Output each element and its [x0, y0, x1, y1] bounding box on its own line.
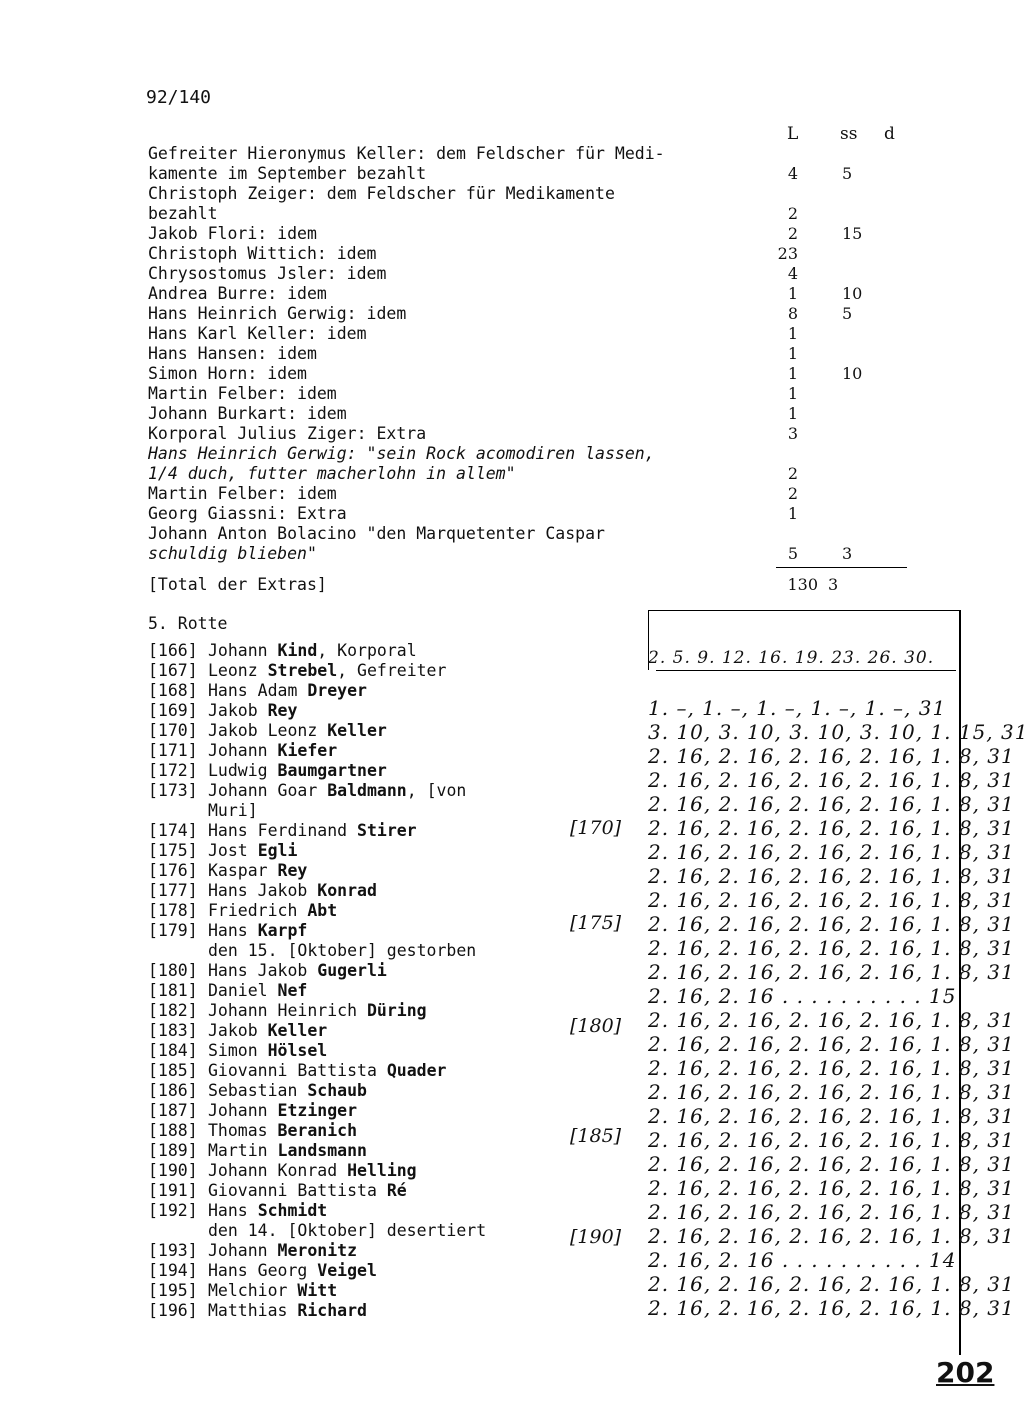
roster-id: [184]	[148, 1041, 198, 1060]
roster-first-name: Daniel	[208, 981, 268, 1000]
roster-surname: Dreyer	[307, 681, 367, 700]
roster-first-name: Hans Jakob	[208, 881, 308, 900]
roster-note: , [von	[406, 781, 467, 800]
roster-first-name: Jakob	[208, 1021, 258, 1040]
roster-first-name: Hans Ferdinand	[208, 821, 348, 840]
margin-note: [180]	[570, 1015, 622, 1037]
roster-entry	[148, 1121, 357, 1141]
page-stamp-number: 202	[936, 1356, 995, 1389]
roster-id: [192]	[148, 1201, 198, 1220]
handwritten-row: 2. 16, 2. 16, 2. 16, 2. 16, 1. 8, 31	[648, 768, 1015, 792]
roster-first-name: Hans Adam	[208, 681, 298, 700]
roster-surname: Beranich	[277, 1121, 358, 1140]
ledger-entry-text: Simon Horn: idem	[148, 364, 307, 383]
handwritten-row: 2. 16, 2. 16, 2. 16, 2. 16, 1. 8, 31	[648, 1008, 1015, 1032]
ledger-amount-l: 2	[787, 204, 798, 223]
roster-first-name: Giovanni Battista	[208, 1061, 377, 1080]
roster-first-name: Hans	[208, 921, 248, 940]
roster-surname: Ré	[386, 1181, 407, 1200]
roster-id: [182]	[148, 1001, 198, 1020]
ledger-entry-text: Hans Hansen: idem	[148, 344, 317, 363]
ledger-amount-l: 2	[787, 464, 798, 483]
ledger-amount-l: 1	[787, 384, 798, 403]
roster-entry	[148, 741, 337, 761]
ledger-amount-l: 4	[787, 164, 798, 183]
roster-id: [186]	[148, 1081, 198, 1100]
ledger-entry-text: Christoph Wittich: idem	[148, 244, 377, 263]
roster-entry	[148, 841, 297, 861]
roster-id: [188]	[148, 1121, 198, 1140]
margin-note: [175]	[570, 912, 622, 934]
ledger-amount-l: 5	[787, 544, 798, 563]
roster-first-name: Hans Jakob	[208, 961, 308, 980]
roster-entry	[148, 1001, 427, 1021]
ledger-entry-text: Martin Felber: idem	[148, 384, 337, 403]
roster-entry	[148, 1181, 407, 1201]
ledger-entry-text: kamente im September bezahlt	[148, 164, 427, 183]
roster-first-name: Johann	[208, 641, 268, 660]
roster-id: [181]	[148, 981, 198, 1000]
ledger-amount-l: 2	[787, 224, 798, 243]
roster-surname: Meronitz	[277, 1241, 358, 1260]
roster-entry	[148, 1061, 446, 1081]
handwritten-row: 2. 16, 2. 16, 2. 16, 2. 16, 1. 8, 31	[648, 1080, 1015, 1104]
roster-entry	[148, 1141, 367, 1161]
roster-surname: Schaub	[307, 1081, 367, 1100]
roster-first-name: Johann Goar	[208, 781, 318, 800]
roster-first-name: Hans Georg	[208, 1261, 308, 1280]
roster-entry	[148, 801, 258, 821]
roster-id: [183]	[148, 1021, 198, 1040]
roster-id: [167]	[148, 661, 198, 680]
roster-surname: Abt	[307, 901, 338, 920]
roster-entry	[148, 981, 307, 1001]
handwritten-row: 1. –, 1. –, 1. –, 1. –, 1. –, 31	[648, 696, 947, 720]
ledger-amount-l: 23	[777, 244, 798, 263]
ledger-entry-text: Chrysostomus Jsler: idem	[148, 264, 387, 283]
roster-surname: Hölsel	[267, 1041, 328, 1060]
roster-entry	[148, 921, 307, 941]
handwritten-row: 2. 16, 2. 16, 2. 16, 2. 16, 1. 8, 31	[648, 1104, 1015, 1128]
handwritten-ledger-image	[648, 610, 1028, 1355]
handwritten-row: 2. 16, 2. 16, 2. 16, 2. 16, 1. 8, 31	[648, 1272, 1015, 1296]
roster-surname: Quader	[386, 1061, 447, 1080]
roster-id: [196]	[148, 1301, 198, 1320]
ledger-amount-l: 3	[787, 424, 798, 443]
roster-id: [195]	[148, 1281, 198, 1300]
roster-id: [185]	[148, 1061, 198, 1080]
roster-first-name: Kaspar	[208, 861, 268, 880]
roster-entry	[148, 1281, 337, 1301]
roster-first-name: Ludwig	[208, 761, 268, 780]
roster-note: , Gefreiter	[337, 661, 447, 680]
roster-surname: Rey	[267, 701, 298, 720]
roster-id: [166]	[148, 641, 198, 660]
handwritten-row: 2. 16, 2. 16, 2. 16, 2. 16, 1. 8, 31	[648, 936, 1015, 960]
roster-first-name: Melchior	[208, 1281, 288, 1300]
roster-id: [190]	[148, 1161, 198, 1180]
total-l: 130	[787, 575, 818, 594]
handwritten-row: 2. 16, 2. 16 . . . . . . . . . . 15	[648, 984, 957, 1008]
handwritten-row: 2. 16, 2. 16, 2. 16, 2. 16, 1. 8, 31	[648, 912, 1015, 936]
total-rule	[776, 567, 907, 568]
ledger-amount-ss: 5	[842, 304, 853, 323]
handwritten-row: 2. 16, 2. 16, 2. 16, 2. 16, 1. 8, 31	[648, 840, 1015, 864]
roster-first-name: Matthias	[208, 1301, 288, 1320]
roster-first-name: Johann	[208, 741, 268, 760]
roster-id: [176]	[148, 861, 198, 880]
ledger-entry-text: Hans Heinrich Gerwig: idem	[148, 304, 407, 323]
roster-surname: Kiefer	[277, 741, 338, 760]
ledger-entry-text: Johann Burkart: idem	[148, 404, 347, 423]
roster-surname: Etzinger	[277, 1101, 358, 1120]
handwritten-row: 2. 16, 2. 16, 2. 16, 2. 16, 1. 8, 31	[648, 816, 1015, 840]
column-header-ss: ss	[840, 124, 858, 144]
roster-first-name: Jost	[208, 841, 248, 860]
handwritten-row: 2. 16, 2. 16, 2. 16, 2. 16, 1. 8, 31	[648, 1032, 1015, 1056]
roster-surname: Witt	[297, 1281, 338, 1300]
roster-entry	[148, 941, 476, 961]
roster-id: [174]	[148, 821, 198, 840]
roster-surname: Veigel	[317, 1261, 377, 1280]
ledger-entry-text: Johann Anton Bolacino "den Marquetenter Caspar	[148, 524, 605, 543]
roster-id: [171]	[148, 741, 198, 760]
margin-note: [170]	[570, 817, 622, 839]
roster-first-name: Johann	[208, 1241, 268, 1260]
roster-entry	[148, 1201, 327, 1221]
roster-first-name: Friedrich	[208, 901, 298, 920]
roster-entry	[148, 781, 466, 801]
roster-surname: Düring	[366, 1001, 427, 1020]
ledger-entry-text: Korporal Julius Ziger: Extra	[148, 424, 427, 443]
roster-first-name: Martin	[208, 1141, 268, 1160]
roster-entry	[148, 661, 446, 681]
roster-surname: Stirer	[357, 821, 417, 840]
handwritten-row: 2. 16, 2. 16, 2. 16, 2. 16, 1. 8, 31	[648, 1152, 1015, 1176]
handwritten-row: 2. 16, 2. 16, 2. 16, 2. 16, 1. 8, 31	[648, 960, 1015, 984]
roster-id: [191]	[148, 1181, 198, 1200]
ledger-entry-text: 1/4 duch, futter macherlohn in allem"	[148, 464, 516, 483]
ledger-amount-ss: 15	[842, 224, 863, 243]
roster-first-name: Thomas	[208, 1121, 268, 1140]
handwritten-row: 2. 16, 2. 16, 2. 16, 2. 16, 1. 8, 31	[648, 1176, 1015, 1200]
roster-entry	[148, 641, 417, 661]
ledger-entry-text: Hans Karl Keller: idem	[148, 324, 367, 343]
roster-entry	[148, 881, 377, 901]
handwritten-row: 2. 16, 2. 16, 2. 16, 2. 16, 1. 8, 31	[648, 792, 1015, 816]
total-label: [Total der Extras]	[148, 575, 327, 594]
total-ss: 3	[828, 575, 839, 594]
roster-surname: Konrad	[317, 881, 377, 900]
ledger-amount-l: 8	[787, 304, 798, 323]
roster-note: , Korporal	[317, 641, 417, 660]
roster-entry	[148, 961, 387, 981]
handwritten-row: 2. 16, 2. 16 . . . . . . . . . . 14	[648, 1248, 957, 1272]
roster-entry	[148, 701, 297, 721]
roster-id: [177]	[148, 881, 198, 900]
roster-entry	[148, 1021, 327, 1041]
handwritten-header-row: 2. 5. 9. 12. 16. 19. 23. 26. 30.	[648, 648, 935, 668]
roster-first-name: Jakob Leonz	[208, 721, 318, 740]
roster-id: [178]	[148, 901, 198, 920]
ledger-amount-l: 1	[787, 284, 798, 303]
margin-note: [185]	[570, 1125, 622, 1147]
ledger-amount-l: 1	[787, 344, 798, 363]
roster-surname: Strebel	[267, 661, 338, 680]
roster-id: [169]	[148, 701, 198, 720]
rotte-title: 5. Rotte	[148, 614, 228, 633]
roster-first-name: Johann	[208, 1101, 268, 1120]
roster-entry	[148, 1241, 357, 1261]
ledger-amount-l: 4	[787, 264, 798, 283]
roster-id: [179]	[148, 921, 198, 940]
roster-surname: Schmidt	[257, 1201, 328, 1220]
roster-first-name: Giovanni Battista	[208, 1181, 377, 1200]
ledger-amount-ss: 5	[842, 164, 853, 183]
roster-entry	[148, 861, 307, 881]
roster-entry	[148, 721, 387, 741]
roster-first-name: Leonz	[208, 661, 258, 680]
roster-surname: Karpf	[257, 921, 308, 940]
roster-surname: Nef	[277, 981, 308, 1000]
roster-entry	[148, 821, 417, 841]
roster-first-name: den 14. [Oktober] desertiert	[208, 1221, 487, 1240]
ledger-amount-l: 1	[787, 404, 798, 423]
roster-entry	[148, 901, 337, 921]
ledger-amount-l: 1	[787, 364, 798, 383]
ledger-amount-ss: 10	[842, 364, 863, 383]
roster-surname: Helling	[347, 1161, 417, 1180]
ledger-amount-l: 1	[787, 324, 798, 343]
roster-id: [193]	[148, 1241, 198, 1260]
ledger-amount-ss: 10	[842, 284, 863, 303]
roster-id: [168]	[148, 681, 198, 700]
roster-entry	[148, 1101, 357, 1121]
roster-entry	[148, 1161, 417, 1181]
ledger-amount-l: 2	[787, 484, 798, 503]
roster-first-name: Johann Konrad	[208, 1161, 338, 1180]
ledger-entry-text: Hans Heinrich Gerwig: "sein Rock acomodiren lassen,	[148, 444, 655, 463]
roster-id: [170]	[148, 721, 198, 740]
margin-note: [190]	[570, 1226, 622, 1248]
ledger-entry-text: Georg Giassni: Extra	[148, 504, 347, 523]
roster-surname: Gugerli	[317, 961, 387, 980]
handwritten-row: 2. 16, 2. 16, 2. 16, 2. 16, 1. 8, 31	[648, 1128, 1015, 1152]
ledger-entry-text: Jakob Flori: idem	[148, 224, 317, 243]
page-number: 92/140	[146, 87, 212, 108]
handwritten-row: 2. 16, 2. 16, 2. 16, 2. 16, 1. 8, 31	[648, 864, 1015, 888]
handwritten-row: 3. 10, 3. 10, 3. 10, 3. 10, 1. 15, 31	[648, 720, 1028, 744]
roster-surname: Richard	[297, 1301, 367, 1320]
roster-id: [194]	[148, 1261, 198, 1280]
roster-first-name: Johann Heinrich	[208, 1001, 358, 1020]
roster-entry	[148, 1081, 367, 1101]
roster-surname: Baldmann	[327, 781, 407, 800]
roster-entry	[148, 1041, 327, 1061]
roster-surname: Egli	[257, 841, 298, 860]
roster-first-name: Jakob	[208, 701, 258, 720]
roster-surname: Baumgartner	[277, 761, 387, 780]
ledger-entry-text: bezahlt	[148, 204, 218, 223]
ledger-entry-text: Andrea Burre: idem	[148, 284, 327, 303]
ledger-amount-l: 1	[787, 504, 798, 523]
column-header-d: d	[884, 124, 895, 144]
roster-id: [187]	[148, 1101, 198, 1120]
handwritten-row: 2. 16, 2. 16, 2. 16, 2. 16, 1. 8, 31	[648, 1296, 1015, 1320]
ledger-entry-text: Martin Felber: idem	[148, 484, 337, 503]
handwritten-row: 2. 16, 2. 16, 2. 16, 2. 16, 1. 8, 31	[648, 1056, 1015, 1080]
roster-entry	[148, 681, 367, 701]
roster-surname: Keller	[327, 721, 387, 740]
roster-entry	[148, 761, 387, 781]
ledger-entry-text: Gefreiter Hieronymus Keller: dem Feldscher für Medi-	[148, 144, 665, 163]
ledger-entry-text: Christoph Zeiger: dem Feldscher für Medikamente	[148, 184, 615, 203]
roster-first-name: Simon	[208, 1041, 258, 1060]
roster-id: [189]	[148, 1141, 198, 1160]
roster-surname: Kind	[277, 641, 318, 660]
roster-id: [180]	[148, 961, 198, 980]
roster-id: [173]	[148, 781, 198, 800]
handwritten-row: 2. 16, 2. 16, 2. 16, 2. 16, 1. 8, 31	[648, 1224, 1015, 1248]
column-header-l: L	[787, 124, 799, 144]
roster-entry	[148, 1301, 367, 1321]
roster-surname: Landsmann	[277, 1141, 367, 1160]
ledger-entry-text: schuldig blieben"	[148, 544, 317, 563]
roster-entry	[148, 1261, 377, 1281]
roster-surname: Rey	[277, 861, 308, 880]
ledger-amount-ss: 3	[842, 544, 853, 563]
roster-first-name: Hans	[208, 1201, 248, 1220]
handwritten-row: 2. 16, 2. 16, 2. 16, 2. 16, 1. 8, 31	[648, 1200, 1015, 1224]
roster-id: [172]	[148, 761, 198, 780]
roster-first-name: Muri]	[208, 801, 258, 820]
handwritten-row: 2. 16, 2. 16, 2. 16, 2. 16, 1. 8, 31	[648, 888, 1015, 912]
roster-first-name: den 15. [Oktober] gestorben	[208, 941, 477, 960]
handwritten-row: 2. 16, 2. 16, 2. 16, 2. 16, 1. 8, 31	[648, 744, 1015, 768]
roster-entry	[148, 1221, 486, 1241]
roster-surname: Keller	[267, 1021, 328, 1040]
roster-id: [175]	[148, 841, 198, 860]
roster-first-name: Sebastian	[208, 1081, 298, 1100]
